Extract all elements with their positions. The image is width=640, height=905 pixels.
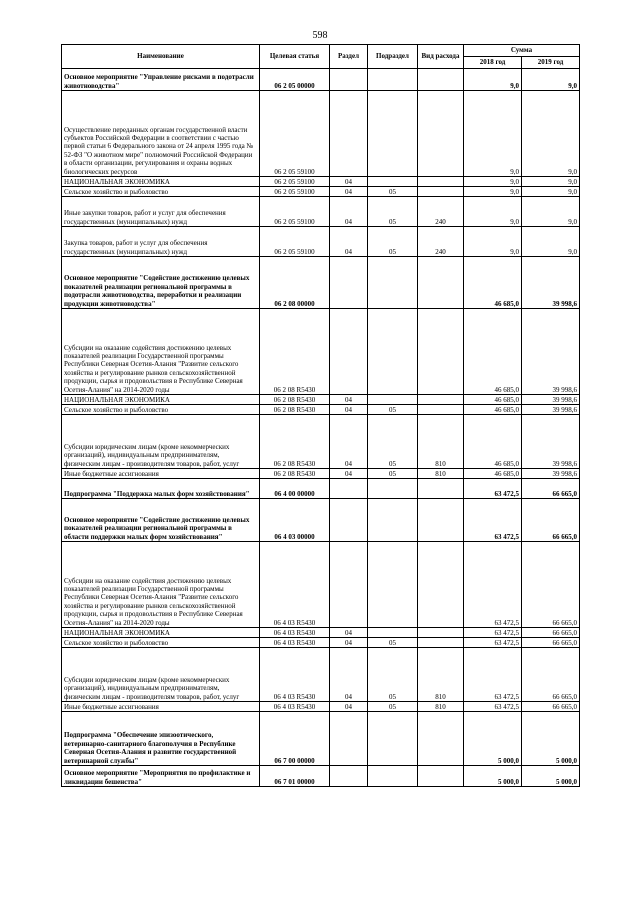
row-name-cell: Иные бюджетные ассигнования bbox=[62, 469, 260, 479]
row-name-cell: Основное мероприятие "Управление рисками в подотрасли животноводства" bbox=[62, 69, 260, 91]
section-cell: 04 bbox=[330, 702, 368, 712]
expense-type-cell bbox=[418, 187, 464, 197]
row-name-cell: Сельское хозяйство и рыболовство bbox=[62, 638, 260, 648]
page-number: 598 bbox=[312, 30, 328, 41]
expense-type-cell: 240 bbox=[418, 227, 464, 257]
expense-type-cell bbox=[418, 542, 464, 628]
sum-2019-cell: 39 998,6 bbox=[522, 415, 580, 469]
table-row bbox=[62, 227, 580, 257]
expense-type-cell bbox=[418, 638, 464, 648]
subsection-cell bbox=[368, 479, 418, 499]
sum-2018-cell: 63 472,5 bbox=[464, 499, 522, 542]
table-row bbox=[62, 542, 580, 628]
row-name-cell: Иные закупки товаров, работ и услуг для обеспечения государственных (муниципальных) нужд bbox=[62, 197, 260, 227]
target-article-cell: 06 2 05 59100 bbox=[260, 227, 330, 257]
expense-type-cell bbox=[418, 91, 464, 177]
expense-type-cell bbox=[418, 628, 464, 638]
row-name-cell: НАЦИОНАЛЬНАЯ ЭКОНОМИКА bbox=[62, 177, 260, 187]
subsection-cell: 05 bbox=[368, 702, 418, 712]
section-cell: 04 bbox=[330, 405, 368, 415]
expense-type-cell bbox=[418, 766, 464, 787]
target-article-cell: 06 4 03 R5430 bbox=[260, 542, 330, 628]
table-row bbox=[62, 415, 580, 469]
header-name: Наименование bbox=[62, 45, 260, 69]
subsection-cell bbox=[368, 395, 418, 405]
section-cell: 04 bbox=[330, 415, 368, 469]
table-row bbox=[62, 197, 580, 227]
sum-2018-cell: 9,0 bbox=[464, 227, 522, 257]
sum-2018-cell: 9,0 bbox=[464, 177, 522, 187]
table-row bbox=[62, 702, 580, 712]
subsection-cell bbox=[368, 91, 418, 177]
expense-type-cell: 810 bbox=[418, 702, 464, 712]
subsection-cell bbox=[368, 499, 418, 542]
section-cell bbox=[330, 479, 368, 499]
expense-type-cell: 810 bbox=[418, 415, 464, 469]
table-row bbox=[62, 187, 580, 197]
sum-2019-cell: 39 998,6 bbox=[522, 395, 580, 405]
subsection-cell: 05 bbox=[368, 197, 418, 227]
section-cell: 04 bbox=[330, 187, 368, 197]
target-article-cell: 06 4 00 00000 bbox=[260, 479, 330, 499]
table-row bbox=[62, 712, 580, 766]
target-article-cell: 06 7 01 00000 bbox=[260, 766, 330, 787]
sum-2018-cell: 9,0 bbox=[464, 187, 522, 197]
sum-2018-cell: 63 472,5 bbox=[464, 628, 522, 638]
sum-2018-cell: 9,0 bbox=[464, 69, 522, 91]
sum-2019-cell: 39 998,6 bbox=[522, 405, 580, 415]
expense-type-cell bbox=[418, 499, 464, 542]
subsection-cell bbox=[368, 766, 418, 787]
section-cell bbox=[330, 766, 368, 787]
row-name-cell: НАЦИОНАЛЬНАЯ ЭКОНОМИКА bbox=[62, 628, 260, 638]
row-name-cell: Подпрограмма "Обеспечение эпизоотического, ветеринарно-санитарного благополучия в Республике Северная Осетия-Алания и развитие государственной ветеринарной службы" bbox=[62, 712, 260, 766]
row-name-cell: Осуществление переданных органам государственной власти субъектов Российской Федерации в соответствии с частью первой статьи 6 Федерального закона от 24 апреля 1995 года № 52-ФЗ "О животном мире" полномочий Российской Федерации в области организации, регулирования и охраны водных биологических ресурсов bbox=[62, 91, 260, 177]
row-name-cell: Основное мероприятие "Содействие достижению целевых показателей реализации региональной программы в подотрасли животноводства, переработки и реализации продукции животноводства" bbox=[62, 257, 260, 309]
sum-2018-cell: 63 472,5 bbox=[464, 542, 522, 628]
sum-2018-cell: 9,0 bbox=[464, 91, 522, 177]
target-article-cell: 06 2 08 R5430 bbox=[260, 395, 330, 405]
subsection-cell: 05 bbox=[368, 648, 418, 702]
row-name-cell: Основное мероприятие "Мероприятия по профилактике и ликвидации бешенства" bbox=[62, 766, 260, 787]
expense-type-cell: 240 bbox=[418, 197, 464, 227]
expense-type-cell bbox=[418, 395, 464, 405]
row-name-cell: Субсидии на оказание содействия достижению целевых показателей реализации Государственной программы Республики Северная Осетия-Алания "Развитие сельского хозяйства и регулирование рынков сельскохозяйственной продукции, сырья и продовольствия в Республике Северная Осетия-Алания" на 2014-2020 годы bbox=[62, 309, 260, 395]
sum-2019-cell: 5 000,0 bbox=[522, 766, 580, 787]
subsection-cell: 05 bbox=[368, 227, 418, 257]
expense-type-cell bbox=[418, 309, 464, 395]
sum-2018-cell: 46 685,0 bbox=[464, 415, 522, 469]
target-article-cell: 06 2 05 59100 bbox=[260, 197, 330, 227]
target-article-cell: 06 4 03 R5430 bbox=[260, 628, 330, 638]
table-row bbox=[62, 628, 580, 638]
row-name-cell: НАЦИОНАЛЬНАЯ ЭКОНОМИКА bbox=[62, 395, 260, 405]
header-expense-type: Вид расхода bbox=[418, 45, 464, 69]
target-article-cell: 06 7 00 00000 bbox=[260, 712, 330, 766]
sum-2019-cell: 66 665,0 bbox=[522, 628, 580, 638]
section-cell bbox=[330, 257, 368, 309]
sum-2019-cell: 9,0 bbox=[522, 91, 580, 177]
subsection-cell bbox=[368, 309, 418, 395]
section-cell: 04 bbox=[330, 638, 368, 648]
section-cell: 04 bbox=[330, 227, 368, 257]
subsection-cell: 05 bbox=[368, 415, 418, 469]
subsection-cell bbox=[368, 257, 418, 309]
sum-2019-cell: 66 665,0 bbox=[522, 638, 580, 648]
table-row bbox=[62, 91, 580, 177]
sum-2018-cell: 63 472,5 bbox=[464, 648, 522, 702]
target-article-cell: 06 4 03 R5430 bbox=[260, 702, 330, 712]
sum-2019-cell: 66 665,0 bbox=[522, 648, 580, 702]
sum-2018-cell: 46 685,0 bbox=[464, 395, 522, 405]
table-row bbox=[62, 638, 580, 648]
target-article-cell: 06 2 08 R5430 bbox=[260, 309, 330, 395]
section-cell: 04 bbox=[330, 177, 368, 187]
sum-2018-cell: 46 685,0 bbox=[464, 309, 522, 395]
table-row bbox=[62, 469, 580, 479]
expense-type-cell bbox=[418, 405, 464, 415]
sum-2018-cell: 63 472,5 bbox=[464, 638, 522, 648]
subsection-cell bbox=[368, 712, 418, 766]
sum-2018-cell: 5 000,0 bbox=[464, 766, 522, 787]
target-article-cell: 06 2 05 59100 bbox=[260, 177, 330, 187]
table-row bbox=[62, 309, 580, 395]
target-article-cell: 06 4 03 R5430 bbox=[260, 638, 330, 648]
row-name-cell: Субсидии юридическим лицам (кроме некоммерческих организаций), индивидуальным предпринимателям, физическим лицам - производителям товаров, работ, услуг bbox=[62, 415, 260, 469]
table-body bbox=[62, 69, 580, 787]
sum-2019-cell: 66 665,0 bbox=[522, 542, 580, 628]
expense-type-cell bbox=[418, 257, 464, 309]
sum-2019-cell: 66 665,0 bbox=[522, 499, 580, 542]
section-cell: 04 bbox=[330, 395, 368, 405]
table-row bbox=[62, 177, 580, 187]
sum-2019-cell: 9,0 bbox=[522, 177, 580, 187]
expense-type-cell bbox=[418, 177, 464, 187]
section-cell: 04 bbox=[330, 628, 368, 638]
header-subsection: Подраздел bbox=[368, 45, 418, 69]
target-article-cell: 06 2 05 59100 bbox=[260, 187, 330, 197]
expense-type-cell: 810 bbox=[418, 648, 464, 702]
table-row bbox=[62, 405, 580, 415]
sum-2019-cell: 9,0 bbox=[522, 187, 580, 197]
sum-2018-cell: 63 472,5 bbox=[464, 702, 522, 712]
section-cell: 04 bbox=[330, 197, 368, 227]
row-name-cell: Закупка товаров, работ и услуг для обеспечения государственных (муниципальных) нужд bbox=[62, 227, 260, 257]
subsection-cell: 05 bbox=[368, 469, 418, 479]
subsection-cell bbox=[368, 69, 418, 91]
table-row bbox=[62, 648, 580, 702]
sum-2018-cell: 46 685,0 bbox=[464, 405, 522, 415]
table-row bbox=[62, 69, 580, 91]
subsection-cell bbox=[368, 177, 418, 187]
sum-2018-cell: 9,0 bbox=[464, 197, 522, 227]
section-cell bbox=[330, 542, 368, 628]
row-name-cell: Иные бюджетные ассигнования bbox=[62, 702, 260, 712]
target-article-cell: 06 2 08 00000 bbox=[260, 257, 330, 309]
sum-2019-cell: 9,0 bbox=[522, 197, 580, 227]
header-year-2018: 2018 год bbox=[464, 57, 522, 69]
table-row bbox=[62, 257, 580, 309]
sum-2019-cell: 5 000,0 bbox=[522, 712, 580, 766]
row-name-cell: Сельское хозяйство и рыболовство bbox=[62, 187, 260, 197]
sum-2019-cell: 39 998,6 bbox=[522, 469, 580, 479]
target-article-cell: 06 2 08 R5430 bbox=[260, 469, 330, 479]
table-row bbox=[62, 395, 580, 405]
subsection-cell: 05 bbox=[368, 405, 418, 415]
target-article-cell: 06 2 08 R5430 bbox=[260, 415, 330, 469]
row-name-cell: Основное мероприятие "Содействие достижению целевых показателей реализации региональной программы в области поддержки малых форм хозяйствования" bbox=[62, 499, 260, 542]
table-row bbox=[62, 479, 580, 499]
subsection-cell: 05 bbox=[368, 638, 418, 648]
sum-2019-cell: 9,0 bbox=[522, 69, 580, 91]
target-article-cell: 06 2 08 R5430 bbox=[260, 405, 330, 415]
row-name-cell: Подпрограмма "Поддержка малых форм хозяйствования" bbox=[62, 479, 260, 499]
table-row bbox=[62, 766, 580, 787]
section-cell bbox=[330, 712, 368, 766]
expense-type-cell bbox=[418, 479, 464, 499]
row-name-cell: Сельское хозяйство и рыболовство bbox=[62, 405, 260, 415]
header-year-2019: 2019 год bbox=[522, 57, 580, 69]
expense-type-cell: 810 bbox=[418, 469, 464, 479]
section-cell: 04 bbox=[330, 469, 368, 479]
sum-2019-cell: 66 665,0 bbox=[522, 479, 580, 499]
subsection-cell bbox=[368, 628, 418, 638]
target-article-cell: 06 4 03 00000 bbox=[260, 499, 330, 542]
subsection-cell bbox=[368, 542, 418, 628]
section-cell bbox=[330, 309, 368, 395]
section-cell bbox=[330, 69, 368, 91]
sum-2018-cell: 63 472,5 bbox=[464, 479, 522, 499]
section-cell bbox=[330, 499, 368, 542]
sum-2018-cell: 5 000,0 bbox=[464, 712, 522, 766]
section-cell: 04 bbox=[330, 648, 368, 702]
sum-2018-cell: 46 685,0 bbox=[464, 469, 522, 479]
target-article-cell: 06 4 03 R5430 bbox=[260, 648, 330, 702]
expense-type-cell bbox=[418, 712, 464, 766]
target-article-cell: 06 2 05 59100 bbox=[260, 91, 330, 177]
sum-2019-cell: 39 998,6 bbox=[522, 257, 580, 309]
table-row bbox=[62, 499, 580, 542]
expense-type-cell bbox=[418, 69, 464, 91]
row-name-cell: Субсидии на оказание содействия достижению целевых показателей реализации Государственной программы Республики Северная Осетия-Алания "Развитие сельского хозяйства и регулирование рынков сельскохозяйственной продукции, сырья и продовольствия в Республике Северная Осетия-Алания" на 2014-2020 годы bbox=[62, 542, 260, 628]
budget-table bbox=[61, 44, 580, 787]
row-name-cell: Субсидии юридическим лицам (кроме некоммерческих организаций), индивидуальным предпринимателям, физическим лицам - производителям товаров, работ, услуг bbox=[62, 648, 260, 702]
header-target: Целевая статья bbox=[260, 45, 330, 69]
target-article-cell: 06 2 05 00000 bbox=[260, 69, 330, 91]
sum-2019-cell: 66 665,0 bbox=[522, 702, 580, 712]
sum-2018-cell: 46 685,0 bbox=[464, 257, 522, 309]
header-section: Раздел bbox=[330, 45, 368, 69]
header-sum: Сумма bbox=[464, 45, 580, 57]
subsection-cell: 05 bbox=[368, 187, 418, 197]
section-cell bbox=[330, 91, 368, 177]
sum-2019-cell: 9,0 bbox=[522, 227, 580, 257]
sum-2019-cell: 39 998,6 bbox=[522, 309, 580, 395]
